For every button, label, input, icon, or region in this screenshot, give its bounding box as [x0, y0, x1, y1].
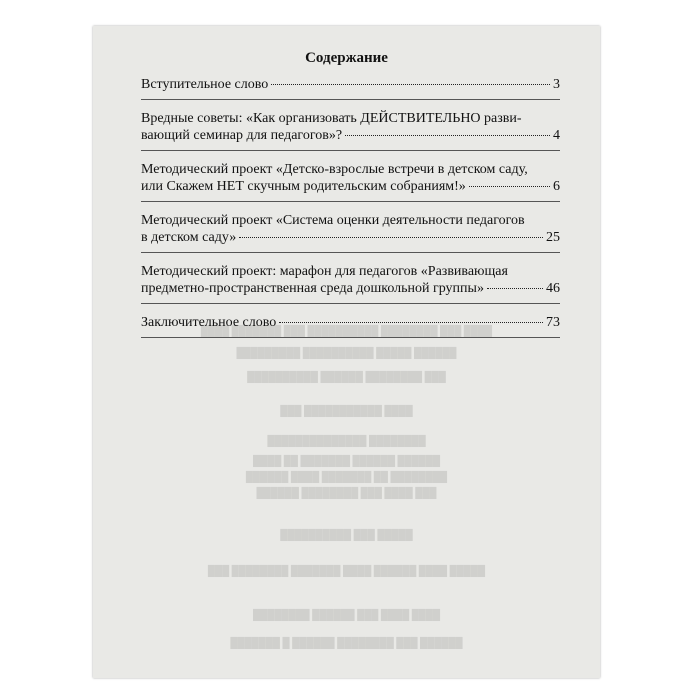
bleed-through-texture: ██████ ████ ███████ ██ ████████	[245, 472, 448, 483]
toc-entry[interactable]	[141, 159, 560, 202]
toc-page-number: 6	[553, 179, 560, 194]
dot-leader	[345, 135, 550, 136]
dot-leader	[271, 84, 550, 85]
toc-entry-title: Вступительное слово	[141, 77, 269, 92]
bleed-through-texture: █████████ ██████████ █████ ██████	[236, 348, 457, 359]
dot-leader	[279, 322, 543, 323]
toc-entry[interactable]	[141, 108, 560, 151]
toc-page-number: 3	[553, 77, 560, 92]
dot-leader	[239, 237, 543, 238]
toc-entry-title: Методический проект «Система оценки деятельности педагогов	[141, 213, 525, 228]
bleed-through-texture: ██████ ████████ ███ ████ ███	[256, 488, 437, 499]
contents-title: Содержание	[305, 50, 388, 66]
bleed-through-texture: ███████ █ ██████ ████████ ███ ██████	[230, 638, 463, 649]
bleed-through-texture: ████ ███████ ███ ██████████ ████████ ███ ████	[200, 326, 493, 337]
bleed-through-texture: ██████████ ██████ ████████ ███	[247, 372, 446, 383]
toc-entry-title: Методический проект: марафон для педагогов «Развивающая	[141, 264, 508, 279]
bleed-through-texture: ████ ██ ███████ ██████ ██████	[252, 456, 441, 467]
toc-entry-title: Вредные советы: «Как организовать ДЕЙСТВИТЕЛЬНО разви-	[141, 111, 522, 126]
bleed-through-texture: ██████████████ ████████	[267, 436, 426, 447]
bleed-through-texture: ██████████ ███ █████	[280, 530, 413, 541]
toc-entry[interactable]	[141, 210, 560, 253]
toc-entry-title: Методический проект «Детско-взрослые встречи в детском саду,	[141, 162, 528, 177]
toc-page-number: 25	[546, 230, 560, 245]
bleed-through-texture: ███ ████████ ███████ ████ ██████ ████ █████	[207, 566, 486, 577]
toc-page-number: 4	[553, 128, 560, 143]
table-of-contents	[141, 74, 560, 346]
toc-entry-title-continued: вающий семинар для педагогов»?	[141, 128, 343, 143]
book-page	[93, 26, 600, 678]
bleed-through-texture: ███ ███████████ ████	[280, 406, 413, 417]
toc-entry[interactable]	[141, 312, 560, 338]
toc-page-number: 46	[546, 281, 560, 296]
toc-entry-title-continued: в детском саду»	[141, 230, 237, 245]
toc-page-number: 73	[546, 315, 560, 330]
toc-entry-title-continued: предметно-пространственная среда дошкольной группы»	[141, 281, 484, 296]
bleed-through-texture: ████████ ██████ ███ ████ ████	[252, 610, 441, 621]
toc-entry[interactable]	[141, 261, 560, 304]
dot-leader	[487, 288, 543, 289]
toc-entry[interactable]	[141, 74, 560, 100]
toc-entry-title-continued: или Скажем НЕТ скучным родительским собраниям!»	[141, 179, 466, 194]
dot-leader	[469, 186, 550, 187]
toc-entry-title: Заключительное слово	[141, 315, 277, 330]
